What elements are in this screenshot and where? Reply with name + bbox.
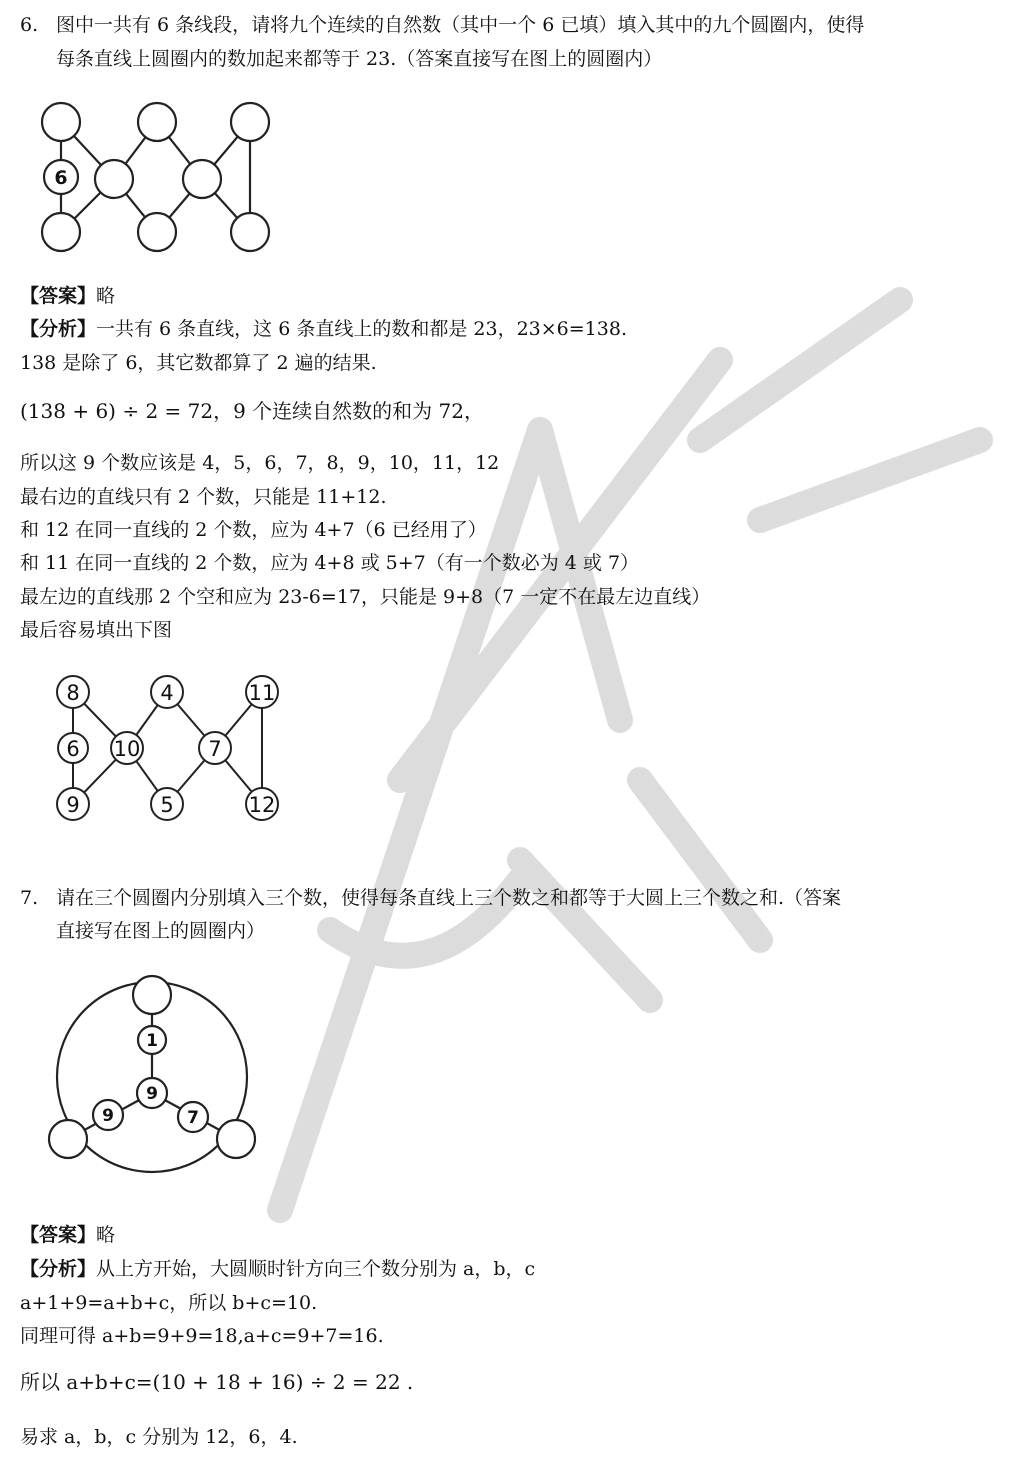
q6-circle-top-right[interactable] (231, 103, 269, 141)
a7-analysis-line-1: a+1+9=a+b+c，所以 b+c=10. (20, 1292, 318, 1314)
a7-answer (20, 1222, 115, 1248)
a6-text: 一共有 6 条直线，这 6 条直线上的数和都是 23，23×6=138. (96, 318, 627, 340)
q6-figure (30, 95, 290, 265)
a7-answer-label: 【答案】 (20, 1224, 97, 1246)
q6-line1 (20, 12, 864, 38)
q7-given-1: 1 (146, 1031, 158, 1051)
q7-number: 7. (20, 887, 39, 909)
sol-center-right: 7 (208, 737, 222, 761)
a6-analysis-line-1: 138 是除了 6，其它数都算了 2 遍的结果. (20, 352, 377, 374)
sol-top-left: 8 (66, 681, 80, 705)
a6-analysis-line-4: 最右边的直线只有 2 个数，只能是 11+12. (20, 486, 387, 508)
a7-analysis-line-2: 同理可得 a+b=9+9=18,a+c=9+7=16. (20, 1325, 384, 1347)
q6-circle-top-mid[interactable] (138, 103, 176, 141)
q6-text-1: 图中一共有 6 条线段，请将九个连续的自然数（其中一个 6 已填）填入其中的九个圆圈内，使得 (56, 14, 865, 36)
sol-bottom-mid: 5 (160, 793, 174, 817)
sol-center-left: 10 (113, 737, 141, 761)
sol-mid-left: 6 (66, 737, 80, 761)
a6-analysis-line-8: 最后容易填出下图 (20, 619, 173, 641)
q7-given-7: 7 (187, 1108, 199, 1128)
q6-text-2: 每条直线上圆圈内的数加起来都等于 23.（答案直接写在图上的圆圈内） (56, 48, 663, 70)
watermark-text: 数竞派 (560, 819, 567, 821)
q6-circle-bottom-mid[interactable] (138, 213, 176, 251)
q6-circle-top-left[interactable] (42, 103, 80, 141)
a6-analysis-line-2: (138 + 6) ÷ 2 = 72，9 个连续自然数的和为 72， (20, 399, 484, 423)
a6-analysis-line-5: 和 12 在同一直线的 2 个数，应为 4+7（6 已经用了） (20, 519, 487, 541)
q7-figure (40, 965, 270, 1185)
a7-analysis-line-0 (20, 1256, 535, 1282)
sol-bottom-left: 9 (66, 793, 80, 817)
a6-analysis-label: 【分析】 (20, 318, 97, 340)
q6-line2 (20, 46, 662, 72)
a7-analysis-label: 【分析】 (20, 1258, 97, 1280)
q7-given-9-center: 9 (146, 1084, 158, 1104)
a7-text: 从上方开始，大圆顺时针方向三个数分别为 a，b，c (96, 1258, 536, 1280)
a6-solution-figure (45, 668, 295, 833)
a6-analysis-line-6: 和 11 在同一直线的 2 个数，应为 4+8 或 5+7（有一个数必为 4 或 7） (20, 552, 640, 574)
q6-circle-center-right[interactable] (183, 160, 221, 198)
sol-top-right: 11 (248, 681, 276, 705)
q7-circle-left[interactable] (49, 1120, 87, 1158)
a7-analysis-line-4: 易求 a，b，c 分别为 12，6，4. (20, 1426, 298, 1448)
a6-analysis-line-3: 所以这 9 个数应该是 4，5，6，7，8，9，10，11，12 (20, 452, 500, 474)
q7-line2 (20, 918, 265, 944)
q7-circle-right[interactable] (217, 1120, 255, 1158)
a6-answer-label: 【答案】 (20, 285, 97, 307)
a6-analysis-line-0 (20, 316, 627, 342)
sol-top-mid: 4 (160, 681, 174, 705)
q6-circle-center-left[interactable] (95, 160, 133, 198)
q6-given-6: 6 (54, 167, 68, 189)
q7-circle-top[interactable] (133, 976, 171, 1014)
a7-analysis-line-3: 所以 a+b+c=(10 + 18 + 16) ÷ 2 = 22 . (20, 1370, 414, 1394)
q6-circle-bottom-left[interactable] (42, 213, 80, 251)
q7-line1 (20, 885, 841, 911)
q7-text-2: 直接写在图上的圆圈内） (56, 920, 266, 942)
a7-answer-text: 略 (96, 1224, 116, 1246)
a6-answer-text: 略 (96, 285, 116, 307)
q7-given-9-left: 9 (102, 1106, 114, 1126)
sol-bottom-right: 12 (248, 793, 276, 817)
q7-text-1: 请在三个圆圈内分别填入三个数，使得每条直线上三个数之和都等于大圆上三个数之和.（答案 (56, 887, 842, 909)
q6-circle-bottom-right[interactable] (231, 213, 269, 251)
a6-analysis-line-7: 最左边的直线那 2 个空和应为 23-6=17，只能是 9+8（7 一定不在最左边直线） (20, 586, 711, 608)
q6-number: 6. (20, 14, 39, 36)
a6-answer (20, 283, 115, 309)
